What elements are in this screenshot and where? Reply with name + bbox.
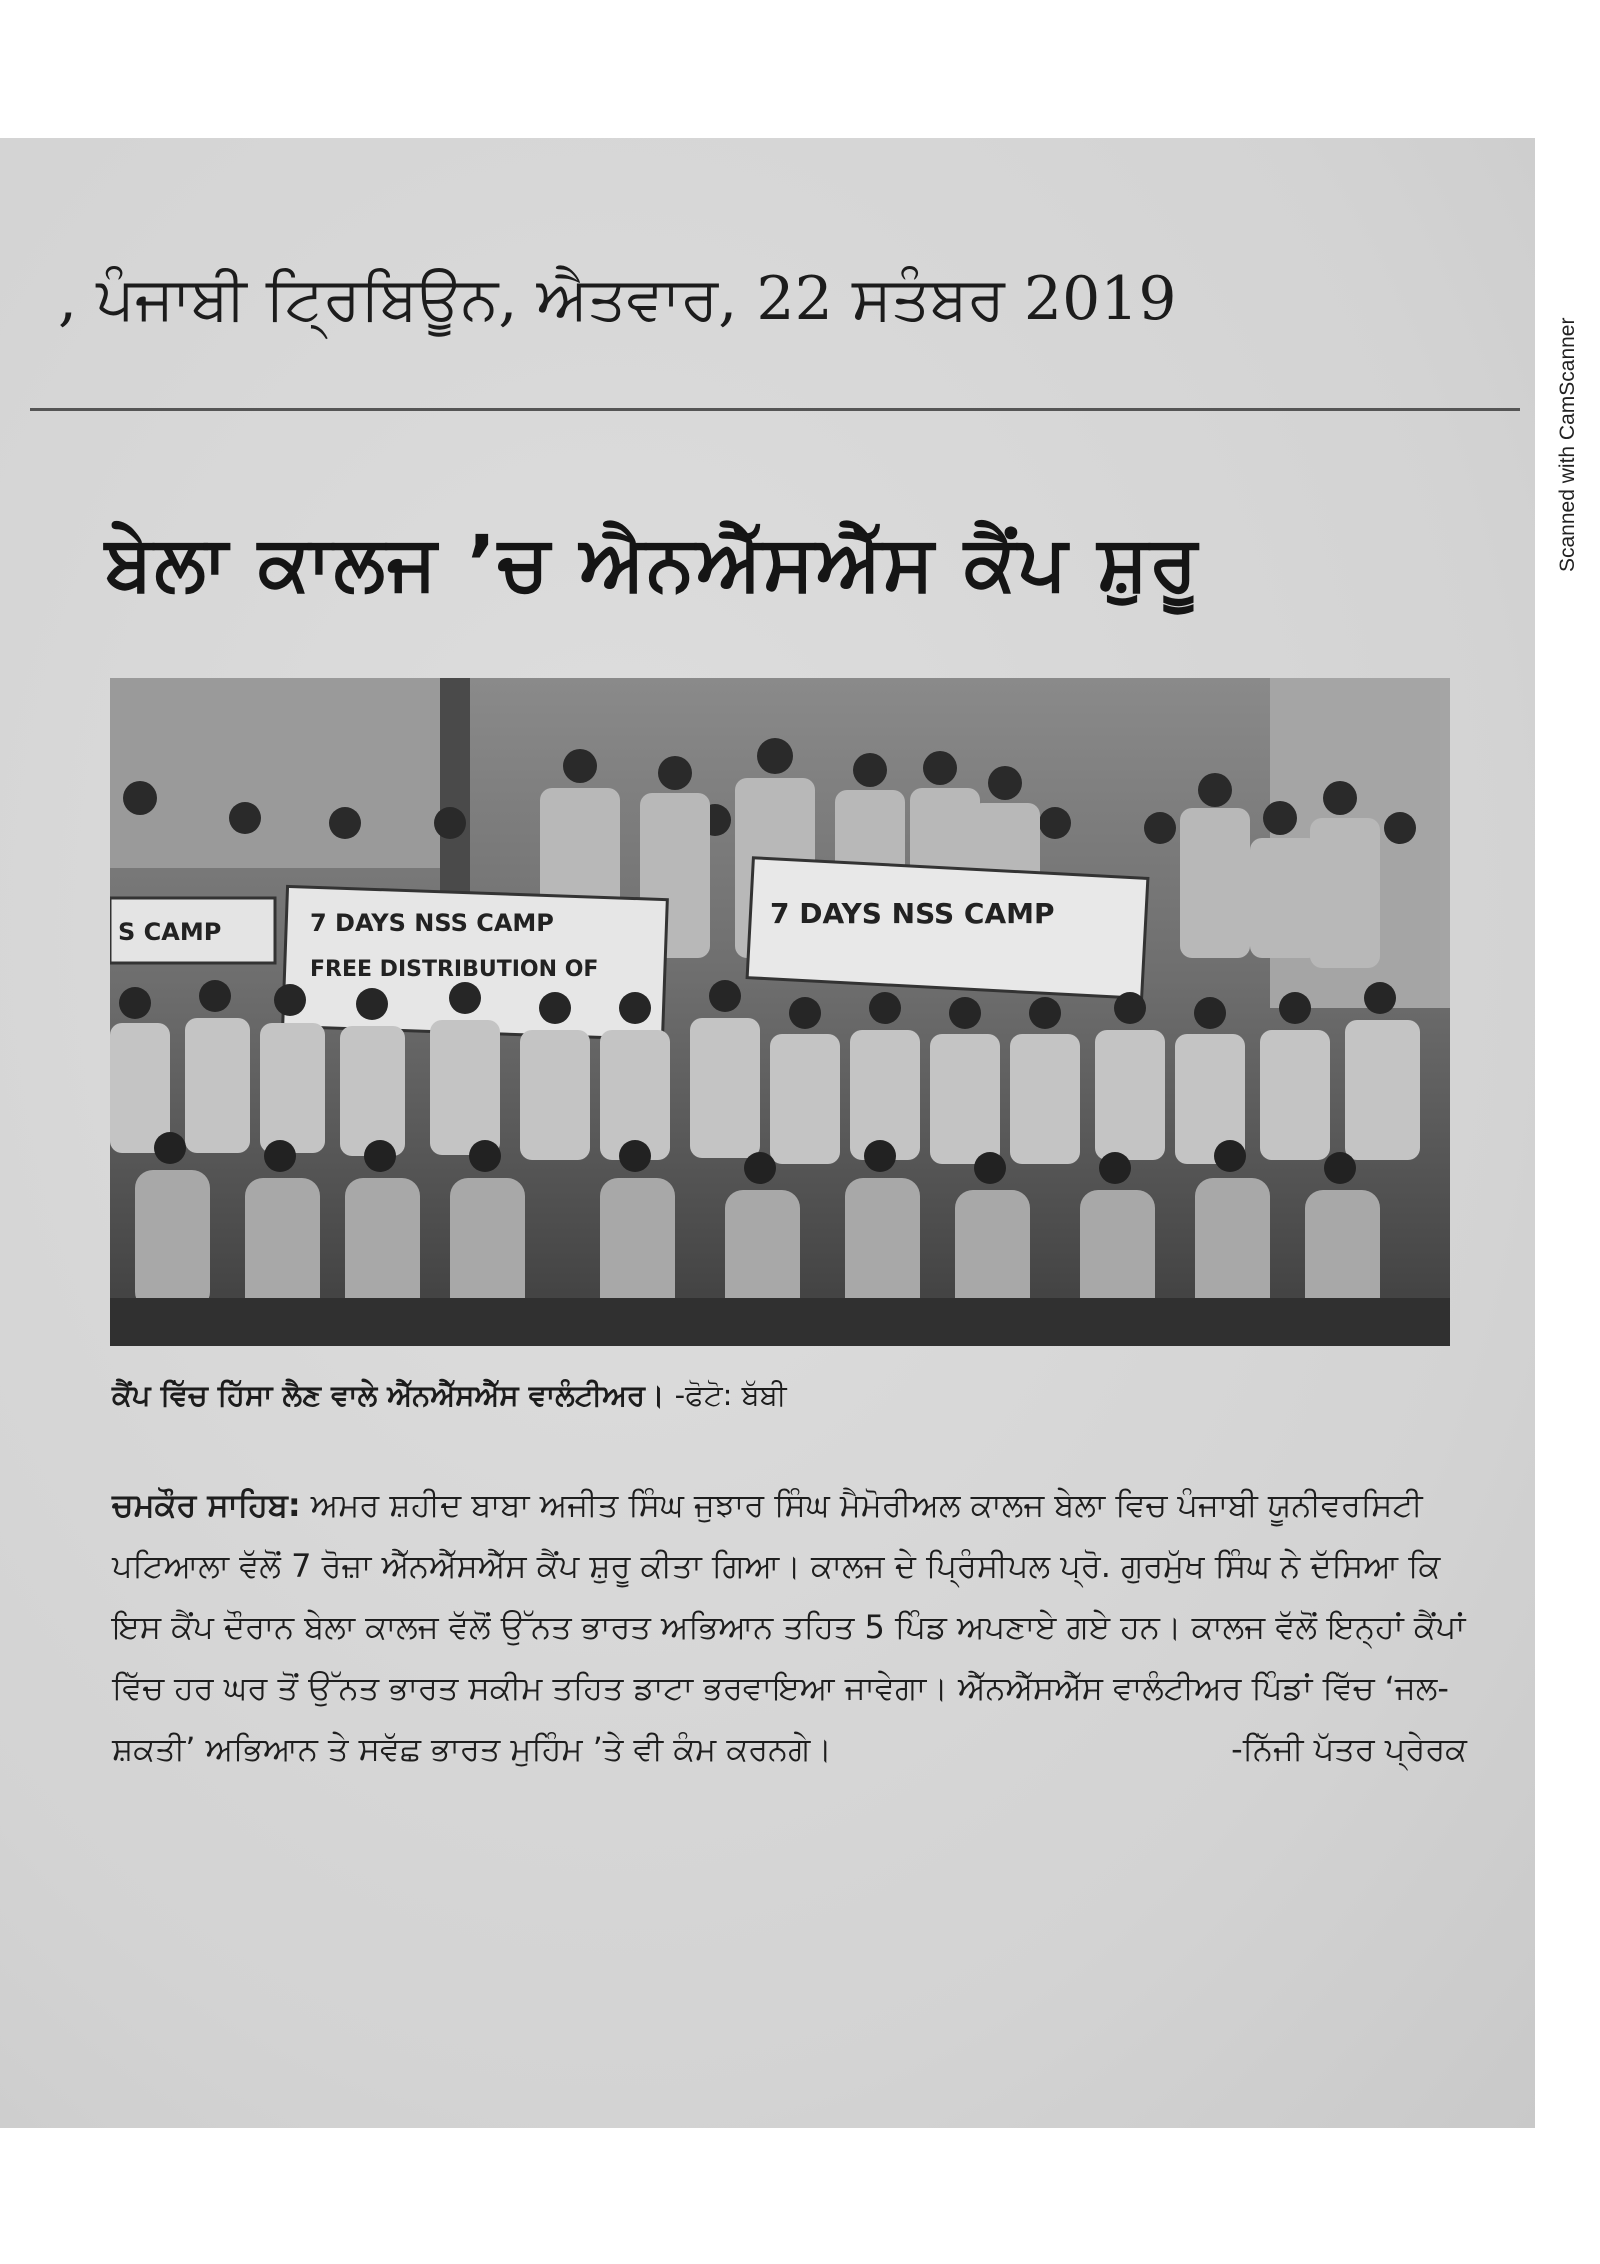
newspaper-masthead [58, 264, 1508, 344]
banner-left-text: S CAMP [118, 918, 222, 946]
article-byline: -ਨਿੱਜੀ ਪੱਤਰ ਪ੍ਰੇਰਕ [1231, 1730, 1467, 1768]
banner-middle-line2: FREE DISTRIBUTION OF [310, 957, 599, 982]
watermark-text: Scanned with CamScanner [1556, 317, 1579, 572]
banner-right-text: 7 DAYS NSS CAMP [770, 897, 1055, 930]
article-headline: ਬੇਲਾ ਕਾਲਜ ’ਚ ਐਨਐੱਸਐੱਸ ਕੈਂਪ ਸ਼ੁਰੂ [105, 518, 1200, 607]
article-photo [110, 678, 1450, 1346]
camp-banner-middle [283, 886, 668, 1039]
photo-caption [112, 1378, 1452, 1413]
photo-credit: -ਫੋਟੋ: ਬੱਬੀ [674, 1378, 787, 1412]
banner-middle-line1: 7 DAYS NSS CAMP [310, 909, 554, 937]
article-body-text: ਅਮਰ ਸ਼ਹੀਦ ਬਾਬਾ ਅਜੀਤ ਸਿੰਘ ਜੁਝਾਰ ਸਿੰਘ ਮੈਮੋਰੀਅਲ ਕਾਲਜ ਬੇਲਾ ਵਿਚ ਪੰਜਾਬੀ ਯੂਨੀਵਰਸਿਟੀ ਪਟਿਆਲਾ ਵੱਲੋਂ 7 ਰੋਜ਼ਾ ਐੱਨਐੱਸਐੱਸ ਕੈਂਪ ਸ਼ੁਰੂ ਕੀਤਾ ਗਿਆ। ਕਾਲਜ ਦੇ ਪ੍ਰਿੰਸੀਪਲ ਪ੍ਰੋ. ਗੁਰਮੁੱਖ ਸਿੰਘ ਨੇ ਦੱਸਿਆ ਕਿ ਇਸ ਕੈਂਪ ਦੌਰਾਨ ਬੇਲਾ ਕਾਲਜ ਵੱਲੋਂ ਉੱਨਤ ਭਾਰਤ ਅਭਿਆਨ ਤਹਿਤ 5 ਪਿੰਡ ਅਪਣਾਏ ਗਏ ਹਨ। ਕਾਲਜ ਵੱਲੋਂ ਇਨ੍ਹਾਂ ਕੈਂਪਾਂ ਵਿੱਚ ਹਰ ਘਰ ਤੋਂ ਉੱਨਤ ਭਾਰਤ ਸਕੀਮ ਤਹਿਤ ਡਾਟਾ ਭਰਵਾਇਆ ਜਾਵੇਗਾ। ਐੱਨਐੱਸਐੱਸ ਵਾਲੰਟੀਅਰ ਪਿੰਡਾਂ ਵਿੱਚ ‘ਜਲ-ਸ਼ਕਤੀ’ ਅਭਿਆਨ ਤੇ ਸਵੱਛ ਭਾਰਤ ਮੁਹਿੰਮ ’ਤੇ ਵੀ ਕੰਮ ਕਰਨਗੇ। [112, 1486, 1466, 1768]
group-photo [110, 678, 1450, 1346]
scanner-watermark [1556, 222, 1586, 572]
camp-banner-left [110, 898, 275, 963]
camp-banner-right [747, 858, 1148, 999]
article-body [112, 1475, 1467, 1780]
article-dateline: ਚਮਕੌਰ ਸਾਹਿਬ: [112, 1486, 301, 1524]
masthead-divider [30, 408, 1520, 411]
caption-text: ਕੈਂਪ ਵਿੱਚ ਹਿੱਸਾ ਲੈਣ ਵਾਲੇ ਐੱਨਐੱਸਐੱਸ ਵਾਲੰਟੀਅਰ। [112, 1378, 665, 1412]
masthead-text: , ਪੰਜਾਬੀ ਟ੍ਰਿਬਿਊਨ, ਐਤਵਾਰ, 22 ਸਤੰਬਰ 2019 [58, 264, 1177, 334]
